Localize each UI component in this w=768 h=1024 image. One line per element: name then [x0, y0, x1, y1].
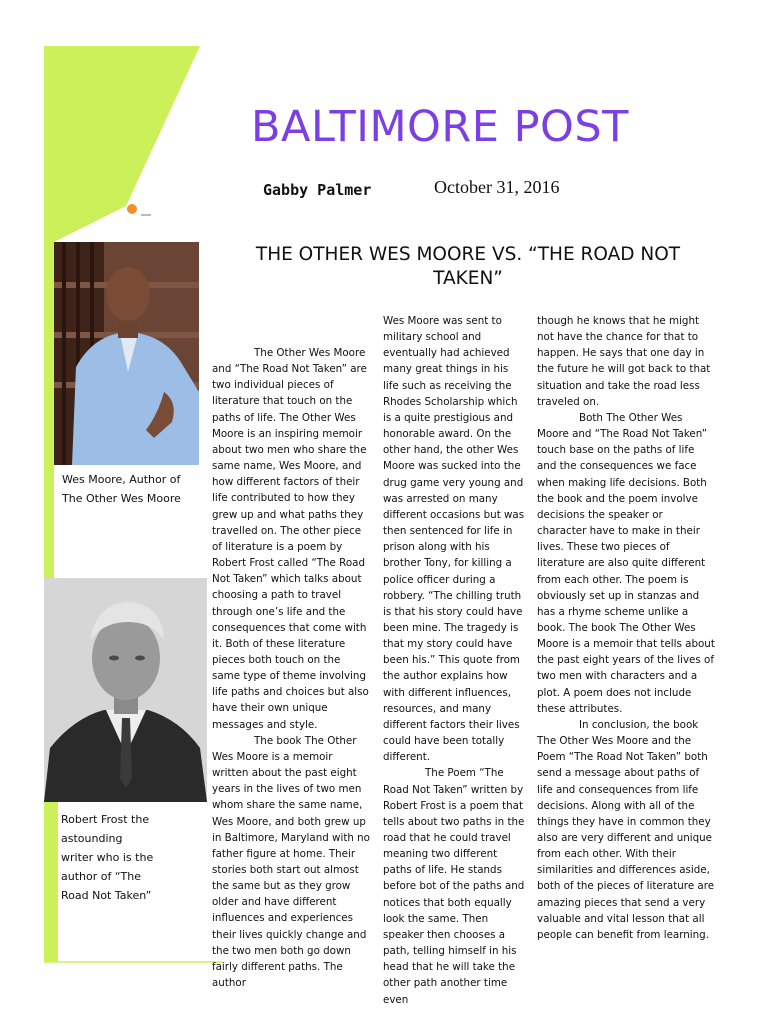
article-column-1	[212, 345, 371, 991]
article-headline: THE OTHER WES MOORE VS. “THE ROAD NOT TAKEN”	[255, 244, 681, 289]
orange-dot	[127, 204, 137, 214]
paragraph: Both The Other Wes Moore and “The Road Not Taken” touch base on the paths of life and the consequences we face when making life decisions. Both the book and the poem involve decisions the speaker or character have to make in their lives. These two pieces of literature are also quite different from each other. The poem is obviously set up in stanzas and has a rhyme scheme unlike a book. The book The Other Wes Moore is a memoir that tells about the past eight years of the lives of two men with characters and a plot. A poem does not include these attributes.	[537, 411, 715, 715]
wes-moore-photo	[54, 242, 199, 465]
green-sidebar-band	[44, 46, 200, 242]
robert-frost-photo	[44, 578, 207, 802]
paragraph: The book The Other Wes Moore is a memoir written about the past eight years in the lives of two men whom share the same name, Wes Moore, and both grew up in Baltimore, Maryland with no father figure at home. Their stories both start out almost the same but as they grow older and have different influences and experiences their lives quickly change and the two men both go down fairly different paths. The author	[212, 734, 370, 990]
wes-moore-caption: Wes Moore, Author of The Other Wes Moore	[62, 473, 181, 505]
paragraph: In conclusion, the book The Other Wes Moore and the Poem “The Road Not Taken” both send a message about paths of life and consequences from life decisions. Along with all of the things they have in common they also are very different and unique from each other. With their similarities and differences aside, both of the pieces of literature are amazing pieces that send a very valuable and vital lesson that all people can benefit from learning.	[537, 718, 715, 941]
robert-frost-caption: Robert Frost the astounding writer who is the author of “The Road Not Taken”	[61, 813, 154, 902]
paragraph: Wes Moore was sent to military school and eventually had achieved many great things in his life such as receiving the Rhodes Scholarship which is a quite prestigious and honorable award. On the other hand, the other Wes Moore was sucked into the drug game very young and was arrested on many different occasions but was then sentenced for life in prison along with his brother Tony, for killing a police officer during a robbery. “The chilling truth is that his story could have been mine. The tragedy is that my story could have been his.” This quote from the author explains how with different influences, resources, and many different factors their lives could have been totally different.	[383, 315, 525, 764]
publication-date: October 31, 2016	[434, 177, 560, 197]
masthead-title: BALTIMORE POST	[251, 102, 629, 152]
article-column-3	[537, 313, 715, 943]
article-column-2	[383, 313, 527, 1008]
paragraph: The Other Wes Moore and “The Road Not Taken” are two individual pieces of literature that touch on the paths of life. The Other Wes Moore is an inspiring memoir about two men who share the same name, Wes Moore, and how different factors of their life contributed to how they grew up and what paths they travelled on. The other piece of literature is a poem by Robert Frost called “The Road Not Taken” which talks about choosing a path to travel through one’s life and the consequences that come with it. Both of these literature pieces both touch on the same type of theme involving life paths and choices but also have their own unique messages and style.	[212, 347, 369, 731]
paragraph: The Poem “The Road Not Taken” written by Robert Frost is a poem that tells about two paths in the road that he could travel meaning two different paths of life. He stands before bot of the paths and notices that both equally look the same. Then speaker then chooses a path, telling himself in his head that he will take the other path another time even	[383, 767, 525, 1006]
paragraph: though he knows that he might not have the chance for that to happen. He says that one day in the future he will got back to that situation and take the road less traveled on.	[537, 315, 711, 408]
green-sidebar-bottom	[44, 802, 58, 962]
author-name: Gabby Palmer	[263, 181, 372, 199]
